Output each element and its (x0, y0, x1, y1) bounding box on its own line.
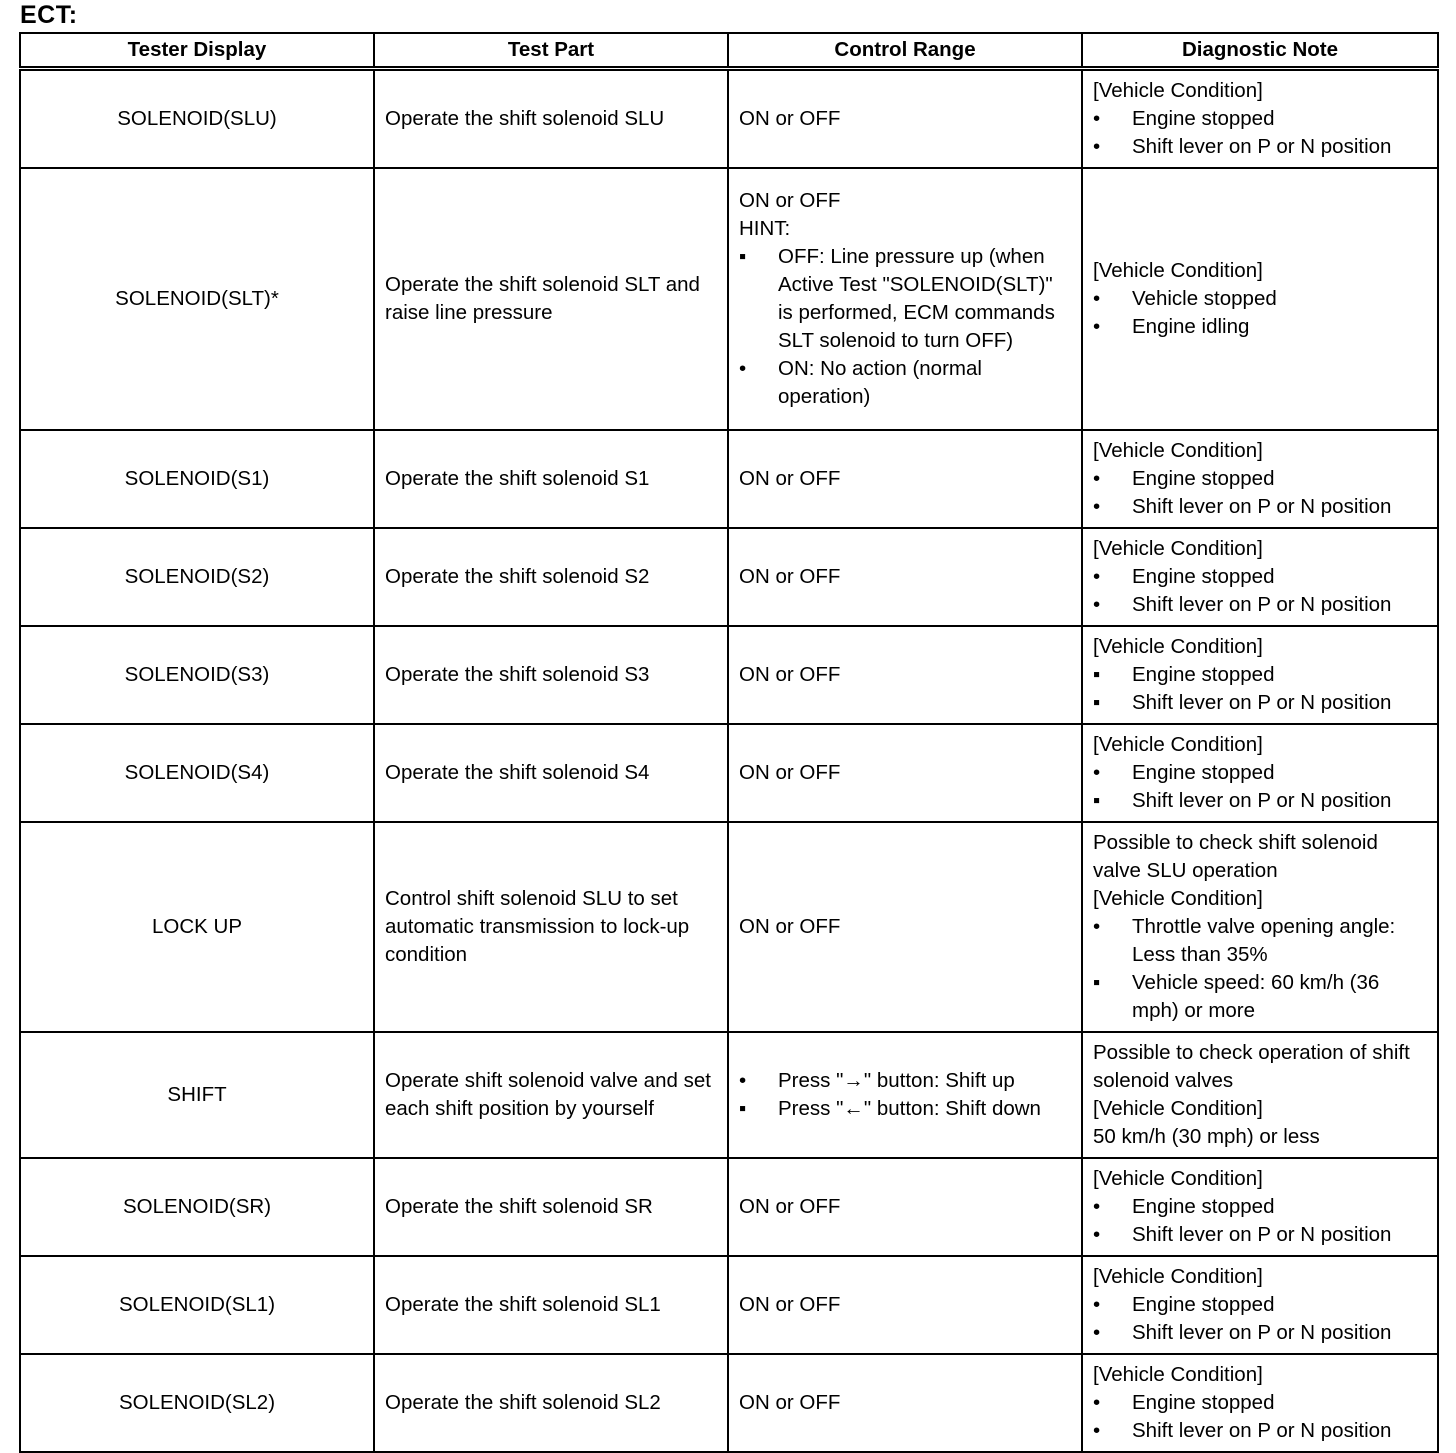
control-range-cell (728, 168, 1082, 430)
control-range-text: ON or OFF (739, 1391, 841, 1414)
table-row (20, 724, 1438, 822)
control-range-cell (728, 528, 1082, 626)
control-range-cell (728, 1158, 1082, 1256)
test-part-cell: Operate the shift solenoid S4 (374, 724, 728, 822)
tester-display-cell: SOLENOID(S4) (20, 724, 374, 822)
tester-display-cell: SOLENOID(S1) (20, 430, 374, 528)
condition-list (1093, 1193, 1427, 1249)
list-item: • Vehicle stopped (1093, 285, 1427, 313)
table-row (20, 528, 1438, 626)
note-tail-text: 50 km/h (30 mph) or less (1093, 1125, 1320, 1148)
test-part-cell: Operate the shift solenoid S3 (374, 626, 728, 724)
diagnostic-note-cell (1082, 1354, 1438, 1452)
list-item: • Engine idling (1093, 313, 1427, 341)
vehicle-condition-label: [Vehicle Condition] (1093, 887, 1263, 910)
control-range-text: ON or OFF (739, 107, 841, 130)
list-item: ▪ Press "←" button: Shift down (739, 1095, 1071, 1123)
list-item: • Shift lever on P or N position (1093, 591, 1427, 619)
test-part-cell: Operate the shift solenoid SLT and raise line pressure (374, 168, 728, 430)
control-range-cell (728, 822, 1082, 1032)
diagnostic-note-cell (1082, 1256, 1438, 1354)
condition-list (1093, 285, 1427, 341)
control-range-list (739, 1067, 1071, 1123)
tester-display-cell: SHIFT (20, 1032, 374, 1158)
list-item: ▪ Engine stopped (1093, 661, 1427, 689)
list-item: • Shift lever on P or N position (1093, 493, 1427, 521)
table-row (20, 69, 1438, 169)
table-row (20, 430, 1438, 528)
vehicle-condition-label: [Vehicle Condition] (1093, 733, 1263, 756)
test-part-cell: Operate shift solenoid valve and set each shift position by yourself (374, 1032, 728, 1158)
vehicle-condition-label: [Vehicle Condition] (1093, 1167, 1263, 1190)
diagnostic-note-cell (1082, 626, 1438, 724)
condition-list (1093, 563, 1427, 619)
condition-list (1093, 105, 1427, 161)
vehicle-condition-label: [Vehicle Condition] (1093, 259, 1263, 282)
vehicle-condition-label: [Vehicle Condition] (1093, 1097, 1263, 1120)
diagnostic-note-cell (1082, 822, 1438, 1032)
tester-display-cell: SOLENOID(SL1) (20, 1256, 374, 1354)
diagnostic-note-cell (1082, 528, 1438, 626)
control-range-text: ON or OFF (739, 761, 841, 784)
list-item: • Engine stopped (1093, 759, 1427, 787)
control-range-cell (728, 1032, 1082, 1158)
header-control-range: Control Range (728, 33, 1082, 69)
condition-list (1093, 1389, 1427, 1445)
table-row (20, 168, 1438, 430)
test-part-cell: Operate the shift solenoid S1 (374, 430, 728, 528)
tester-display-cell: LOCK UP (20, 822, 374, 1032)
control-range-list (739, 243, 1071, 411)
test-part-cell: Operate the shift solenoid S2 (374, 528, 728, 626)
list-item: ▪ Shift lever on P or N position (1093, 787, 1427, 815)
list-item: • Shift lever on P or N position (1093, 133, 1427, 161)
list-item: • Engine stopped (1093, 1389, 1427, 1417)
tester-display-cell: SOLENOID(SR) (20, 1158, 374, 1256)
note-lead-text: Possible to check shift solenoid valve SLU operation (1093, 831, 1378, 882)
vehicle-condition-label: [Vehicle Condition] (1093, 439, 1263, 462)
list-item: • Shift lever on P or N position (1093, 1319, 1427, 1347)
diagnostic-note-cell (1082, 430, 1438, 528)
list-item: ▪ OFF: Line pressure up (when Active Test "SOLENOID(SLT)" is performed, ECM commands SLT solenoid to turn OFF) (739, 243, 1071, 355)
header-tester-display: Tester Display (20, 33, 374, 69)
condition-list (1093, 1291, 1427, 1347)
control-range-cell (728, 430, 1082, 528)
list-item: • ON: No action (normal operation) (739, 355, 1071, 411)
control-range-text: ON or OFF (739, 565, 841, 588)
condition-list (1093, 913, 1427, 1025)
tester-display-cell: SOLENOID(SL2) (20, 1354, 374, 1452)
diagnostic-note-cell (1082, 1032, 1438, 1158)
control-range-text: ON or OFF (739, 663, 841, 686)
vehicle-condition-label: [Vehicle Condition] (1093, 1363, 1263, 1386)
tester-display-cell: SOLENOID(SLT)* (20, 168, 374, 430)
control-range-text: ON or OFF (739, 1195, 841, 1218)
control-range-text: ON or OFF (739, 189, 841, 212)
test-part-cell: Operate the shift solenoid SL1 (374, 1256, 728, 1354)
vehicle-condition-label: [Vehicle Condition] (1093, 537, 1263, 560)
diagnostic-note-cell (1082, 69, 1438, 169)
table-row (20, 822, 1438, 1032)
list-item: • Engine stopped (1093, 1291, 1427, 1319)
tester-display-cell: SOLENOID(S3) (20, 626, 374, 724)
note-lead-text: Possible to check operation of shift solenoid valves (1093, 1041, 1410, 1092)
tester-display-cell: SOLENOID(SLU) (20, 69, 374, 169)
active-test-table (19, 32, 1439, 1453)
list-item: • Press "→" button: Shift up (739, 1067, 1071, 1095)
condition-list (1093, 759, 1427, 815)
table-row (20, 626, 1438, 724)
control-range-cell (728, 1354, 1082, 1452)
header-row (20, 33, 1438, 69)
list-item: • Engine stopped (1093, 105, 1427, 133)
condition-list (1093, 465, 1427, 521)
diagnostic-note-cell (1082, 1158, 1438, 1256)
table-row (20, 1032, 1438, 1158)
test-part-cell: Operate the shift solenoid SLU (374, 69, 728, 169)
control-range-cell (728, 69, 1082, 169)
list-item: • Throttle valve opening angle: Less than 35% (1093, 913, 1427, 969)
vehicle-condition-label: [Vehicle Condition] (1093, 1265, 1263, 1288)
control-range-cell (728, 724, 1082, 822)
table-row (20, 1256, 1438, 1354)
vehicle-condition-label: [Vehicle Condition] (1093, 79, 1263, 102)
header-test-part: Test Part (374, 33, 728, 69)
vehicle-condition-label: [Vehicle Condition] (1093, 635, 1263, 658)
control-range-text: ON or OFF (739, 1293, 841, 1316)
control-range-cell (728, 626, 1082, 724)
hint-label: HINT: (739, 217, 791, 240)
list-item: • Engine stopped (1093, 465, 1427, 493)
list-item: ▪ Shift lever on P or N position (1093, 689, 1427, 717)
diagnostic-note-cell (1082, 724, 1438, 822)
test-part-cell: Control shift solenoid SLU to set automatic transmission to lock-up condition (374, 822, 728, 1032)
list-item: • Shift lever on P or N position (1093, 1417, 1427, 1445)
list-item: • Engine stopped (1093, 1193, 1427, 1221)
test-part-cell: Operate the shift solenoid SL2 (374, 1354, 728, 1452)
table-row (20, 1354, 1438, 1452)
control-range-text: ON or OFF (739, 915, 841, 938)
diagnostic-note-cell (1082, 168, 1438, 430)
table-row (20, 1158, 1438, 1256)
tester-display-cell: SOLENOID(S2) (20, 528, 374, 626)
list-item: • Engine stopped (1093, 563, 1427, 591)
page-title: ECT: (20, 1, 78, 29)
condition-list (1093, 661, 1427, 717)
control-range-cell (728, 1256, 1082, 1354)
list-item: • Shift lever on P or N position (1093, 1221, 1427, 1249)
control-range-text: ON or OFF (739, 467, 841, 490)
test-part-cell: Operate the shift solenoid SR (374, 1158, 728, 1256)
list-item: ▪ Vehicle speed: 60 km/h (36 mph) or more (1093, 969, 1427, 1025)
header-diagnostic-note: Diagnostic Note (1082, 33, 1438, 69)
